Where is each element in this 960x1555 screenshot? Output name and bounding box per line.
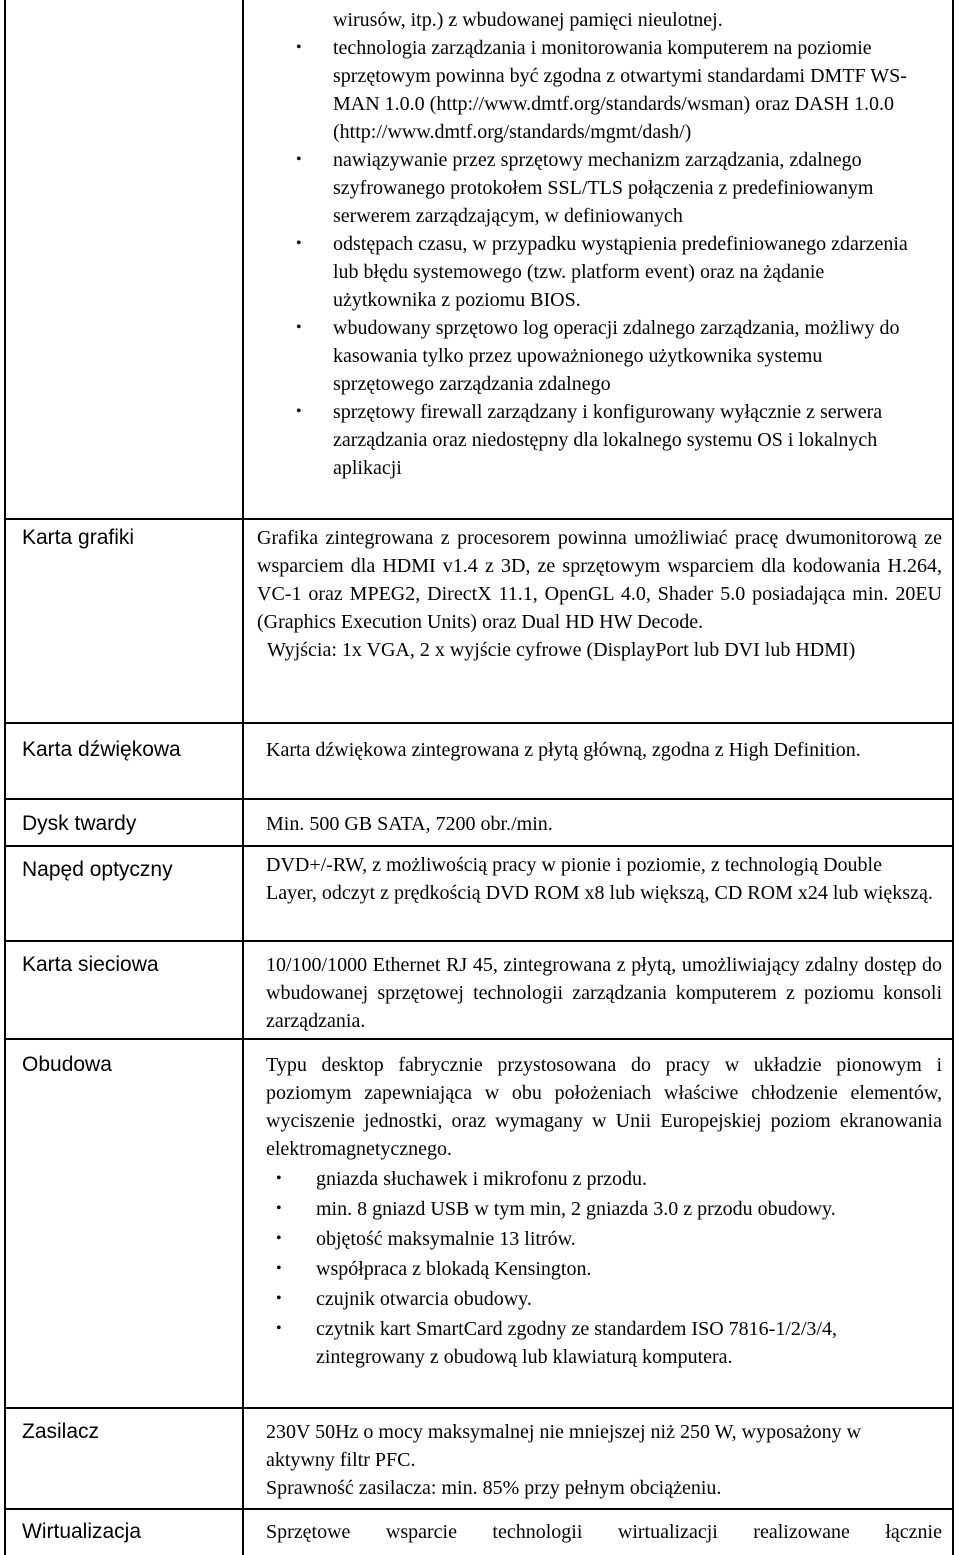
row-divider [4, 1407, 954, 1409]
label-zasilacz: Zasilacz [22, 1420, 100, 1443]
case-feature-list [316, 1165, 916, 1371]
label-karta-sieciowa: Karta sieciowa [22, 953, 159, 976]
label-dysk-twardy: Dysk twardy [22, 812, 137, 835]
table-border-right [952, 0, 954, 1555]
disk-description: Min. 500 GB SATA, 7200 obr./min. [266, 813, 553, 835]
list-item: • sprzętowy firewall zarządzany i konfigurowany wyłącznie z serwera zarządzania oraz niedostępny dla lokalnego systemu OS i lokalnych aplikacji [333, 398, 918, 482]
label-naped-optyczny: Napęd optyczny [22, 858, 173, 881]
top-continuation-block [333, 6, 918, 482]
value-karta-grafiki [257, 524, 942, 664]
label-wirtualizacja: Wirtualizacja [22, 1520, 142, 1543]
list-item: • technologia zarządzania i monitorowania komputerem na poziomie sprzętowym powinna być zgodna z otwartymi standardami DMTF WS-MAN 1.0.0 (http://www.dmtf.org/standards/wsman) oraz DASH 1.0.0 (http://www.dmtf.org/standards/mgmt/dash/) [333, 34, 918, 146]
management-feature-list [333, 34, 918, 482]
value-wirtualizacja [266, 1518, 942, 1546]
value-zasilacz [266, 1418, 886, 1502]
row-divider [4, 798, 954, 800]
list-item: • min. 8 gniazd USB w tym min, 2 gniazda 3.0 z przodu obudowy. [316, 1195, 916, 1223]
network-description: 10/100/1000 Ethernet RJ 45, zintegrowana z płytą, umożliwiający zdalny dostęp do wbudowanej sprzętowej technologii zarządzania komputerem z poziomu konsoli zarządzania. [266, 954, 942, 1032]
psu-description: 230V 50Hz o mocy maksymalnej nie mniejszej niż 250 W, wyposażony w aktywny filtr PFC. [266, 1421, 862, 1471]
row-divider [4, 518, 954, 520]
sound-description: Karta dźwiękowa zintegrowana z płytą główną, zgodna z High Definition. [266, 739, 861, 761]
value-naped-optyczny [266, 851, 936, 907]
lead-text: wirusów, itp.) z wbudowanej pamięci nieulotnej. [333, 9, 723, 31]
graphics-description: Grafika zintegrowana z procesorem powinna umożliwiać pracę dwumonitorową ze wsparciem dla HDMI v1.4 z 3D, ze sprzętowym wsparciem dla kodowania H.264, VC-1 oraz MPEG2, DirectX 11.1, OpenGL 4.0, Shader 5.0 posiadająca min. 20EU (Graphics Execution Units) oraz Dual HD HW Decode. [257, 527, 942, 633]
list-item: • objętość maksymalnie 13 litrów. [316, 1225, 916, 1253]
list-item: • nawiązywanie przez sprzętowy mechanizm zarządzania, zdalnego szyfrowanego protokołem SSL/TLS połączenia z predefiniowanym serwerem zarządzającym, w definiowanych [333, 146, 918, 230]
value-karta-sieciowa [266, 951, 942, 1035]
row-divider [4, 845, 954, 847]
table-border-middle [242, 0, 244, 1555]
drive-description: DVD+/-RW, z możliwością pracy w pionie i poziomie, z technologią Double Layer, odczyt z prędkością DVD ROM x8 lub większą, CD ROM x24 lub większą. [266, 854, 933, 904]
row-divider [4, 1038, 954, 1040]
list-item: • czytnik kart SmartCard zgodny ze standardem ISO 7816-1/2/3/4, zintegrowany z obudową lub klawiaturą komputera. [316, 1315, 916, 1371]
label-karta-grafiki: Karta grafiki [22, 526, 135, 549]
list-item: • odstępach czasu, w przypadku wystąpienia predefiniowanego zdarzenia lub błędu systemowego (tzw. platform event) oraz na żądanie użytkownika z poziomu BIOS. [333, 230, 918, 314]
value-dysk-twardy [266, 810, 936, 838]
value-obudowa [266, 1051, 942, 1163]
virtualization-description: Sprzętowe wsparcie technologii wirtualizacji realizowane łącznie [266, 1521, 942, 1543]
list-item: • czujnik otwarcia obudowy. [316, 1285, 916, 1313]
list-item: • wbudowany sprzętowo log operacji zdalnego zarządzania, możliwy do kasowania tylko przez upoważnionego użytkownika systemu sprzętowego zarządzania zdalnego [333, 314, 918, 398]
label-obudowa: Obudowa [22, 1053, 112, 1076]
list-item: • współpraca z blokadą Kensington. [316, 1255, 916, 1283]
row-divider [4, 1508, 954, 1510]
psu-efficiency: Sprawność zasilacza: min. 85% przy pełnym obciążeniu. [266, 1477, 722, 1499]
label-karta-dzwiekowa: Karta dźwiękowa [22, 738, 181, 761]
graphics-outputs: Wyjścia: 1x VGA, 2 x wyjście cyfrowe (DisplayPort lub DVI lub HDMI) [267, 639, 856, 661]
table-border-left [4, 0, 6, 1555]
list-item: • gniazda słuchawek i mikrofonu z przodu. [316, 1165, 916, 1193]
row-divider [4, 940, 954, 942]
case-description: Typu desktop fabrycznie przystosowana do pracy w układzie pionowym i poziomym zapewniająca w obu położeniach właściwe chłodzenie elementów, wyciszenie jednostki, oraz wymagany w Unii Europejskiej poziom ekranowania elektromagnetycznego. [266, 1054, 942, 1160]
value-karta-dzwiekowa [266, 736, 906, 764]
row-divider [4, 722, 954, 724]
case-feature-block [316, 1165, 916, 1371]
